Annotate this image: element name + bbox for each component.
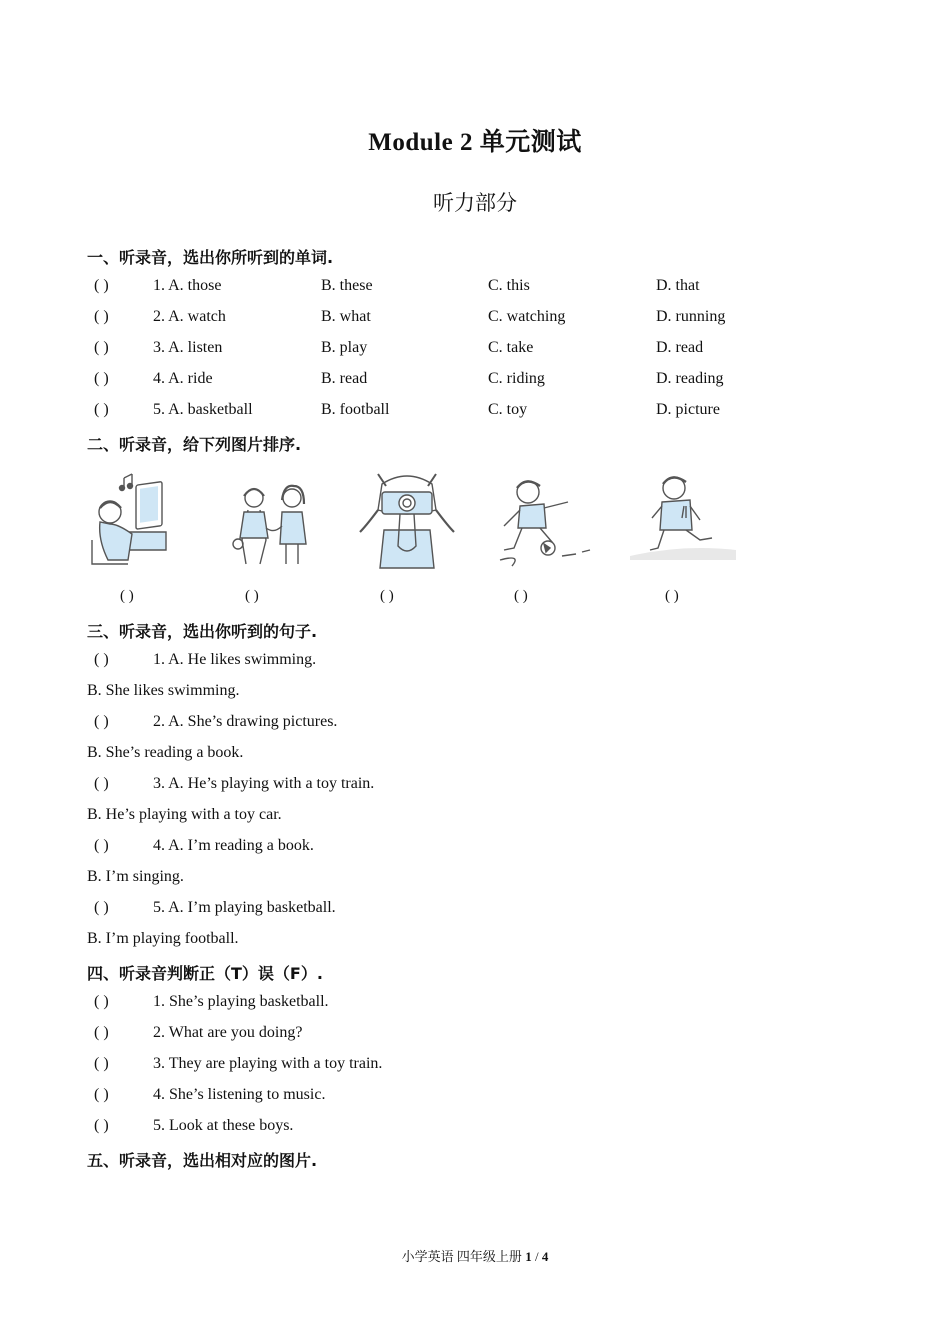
sentence-question-2 [94,713,337,731]
boy-listening-music-computer-icon [88,470,198,570]
page-subtitle: 听力部分 [433,191,517,215]
option-a: 2. A. watch [153,308,226,325]
option-a: 5. A. basketball [153,401,253,418]
word-question-5 [94,401,253,419]
word-question-4 [94,370,213,388]
section-5-heading: 五、听录音，选出相对应的图片. [87,1151,318,1170]
option-b: B. play [321,339,368,356]
option-c: C. toy [488,401,528,418]
option-c: C. riding [488,370,545,387]
answer-blank[interactable]: ( ) [94,651,109,668]
option-a: 1. A. those [153,277,222,294]
answer-blank[interactable]: ( ) [94,1086,109,1103]
option-b: B. football [321,401,390,418]
answer-blank[interactable]: ( ) [94,899,109,916]
tf-statement: 1. She’s playing basketball. [153,993,329,1010]
answer-blank[interactable]: ( ) [94,308,109,325]
option-d: D. running [656,308,726,325]
tf-question-5 [94,1117,293,1135]
tf-statement: 3. They are playing with a toy train. [153,1055,383,1072]
option-d: D. picture [656,401,720,418]
answer-blank[interactable]: ( ) [94,339,109,356]
answer-blank[interactable]: ( ) [94,1055,109,1072]
answer-blank[interactable]: ( ) [94,1024,109,1041]
answer-blank[interactable]: ( ) [94,775,109,792]
answer-blank[interactable]: ( ) [94,713,109,730]
section-4-heading: 四、听录音判断正（T）误（F）. [87,964,323,983]
answer-blank[interactable]: ( ) [94,401,109,418]
option-b: B. I’m playing football. [87,930,239,947]
tf-statement: 4. She’s listening to music. [153,1086,326,1103]
boy-playing-football-icon [492,470,602,570]
option-b: B. these [321,277,373,294]
page-number: 1 [525,1249,532,1264]
option-c: C. take [488,339,534,356]
tf-question-2 [94,1024,302,1042]
sentence-question-5 [94,899,336,917]
girl-taking-photo-icon [352,470,462,570]
option-d: D. that [656,277,700,294]
option-b: B. what [321,308,371,325]
picture-order-blank-4[interactable]: ( ) [514,588,528,604]
answer-blank[interactable]: ( ) [94,277,109,294]
option-b: B. She’s reading a book. [87,744,244,761]
picture-order-blank-5[interactable]: ( ) [665,588,679,604]
word-question-2 [94,308,226,326]
boy-running-icon [628,470,738,570]
page-footer [0,1246,950,1265]
tf-statement: 2. What are you doing? [153,1024,303,1041]
option-a: 2. A. She’s drawing pictures. [153,713,338,730]
option-d: D. read [656,339,704,356]
page-separator: / [531,1249,542,1264]
sentence-question-1 [94,651,316,669]
word-question-1 [94,277,221,295]
page-total: 4 [541,1249,549,1264]
option-d: D. reading [656,370,724,387]
word-question-3 [94,339,222,357]
picture-order-blank-2[interactable]: ( ) [245,588,259,604]
answer-blank[interactable]: ( ) [94,837,109,854]
section-2-heading: 二、听录音，给下列图片排序. [87,435,302,454]
answer-blank[interactable]: ( ) [94,370,109,387]
page-title: Module 2 单元测试 [368,129,582,156]
answer-blank[interactable]: ( ) [94,993,109,1010]
option-c: C. watching [488,308,566,325]
section-1-heading: 一、听录音，选出你所听到的单词. [87,248,334,267]
sentence-question-4 [94,837,314,855]
option-a: 3. A. He’s playing with a toy train. [153,775,375,792]
option-a: 4. A. ride [153,370,213,387]
option-b: B. I’m singing. [87,868,184,885]
option-b: B. read [321,370,368,387]
tf-question-4 [94,1086,325,1104]
option-b: B. She likes swimming. [87,682,240,699]
option-a: 3. A. listen [153,339,223,356]
answer-blank[interactable]: ( ) [94,1117,109,1134]
footer-text: 小学英语 四年级上册 [401,1249,526,1264]
tf-question-1 [94,993,329,1011]
tf-question-3 [94,1055,382,1073]
option-a: 1. A. He likes swimming. [153,651,317,668]
option-a: 5. A. I’m playing basketball. [153,899,336,916]
picture-order-blank-1[interactable]: ( ) [120,588,134,604]
option-b: B. He’s playing with a toy car. [87,806,282,823]
section-3-heading: 三、听录音，选出你听到的句子. [87,622,318,641]
option-a: 4. A. I’m reading a book. [153,837,314,854]
two-girls-shaking-hands-icon [222,470,332,570]
tf-statement: 5. Look at these boys. [153,1117,294,1134]
sentence-question-3 [94,775,374,793]
option-c: C. this [488,277,530,294]
picture-order-blank-3[interactable]: ( ) [380,588,394,604]
